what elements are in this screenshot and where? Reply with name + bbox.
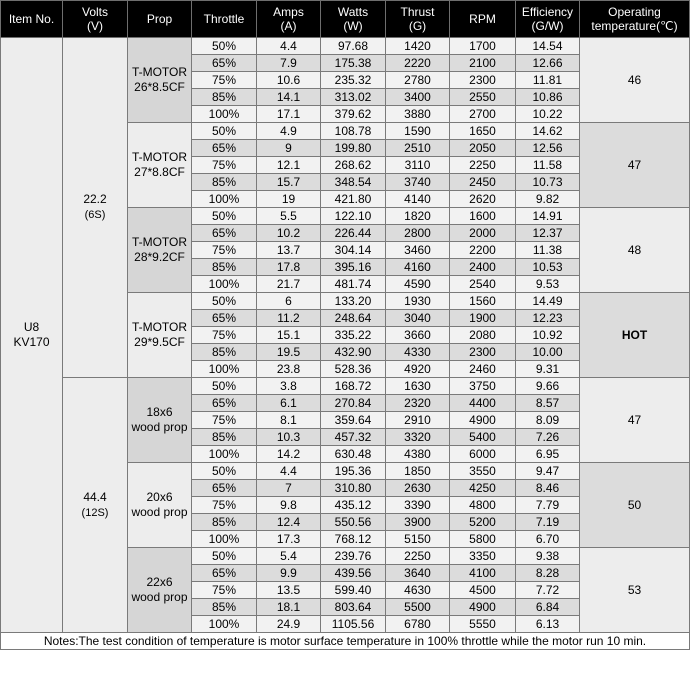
prop-size: 27*8.8CF — [134, 165, 185, 179]
throttle-cell: 85% — [192, 514, 257, 531]
efficiency-cell: 6.84 — [516, 599, 580, 616]
amps-cell: 12.1 — [257, 157, 321, 174]
thrust-cell: 4330 — [386, 344, 450, 361]
prop-cell — [128, 378, 192, 463]
header-thrust: Thrust (G) — [386, 1, 450, 38]
rpm-cell: 5550 — [450, 616, 516, 633]
amps-cell: 17.1 — [257, 106, 321, 123]
efficiency-cell: 9.53 — [516, 276, 580, 293]
throttle-cell: 100% — [192, 446, 257, 463]
rpm-cell: 2100 — [450, 55, 516, 72]
rpm-cell: 5800 — [450, 531, 516, 548]
efficiency-cell: 7.26 — [516, 429, 580, 446]
operating-temperature-cell: 48 — [580, 208, 690, 293]
efficiency-cell: 11.81 — [516, 72, 580, 89]
efficiency-cell: 12.37 — [516, 225, 580, 242]
throttle-cell: 85% — [192, 429, 257, 446]
watts-cell: 528.36 — [321, 361, 386, 378]
watts-cell: 304.14 — [321, 242, 386, 259]
watts-cell: 435.12 — [321, 497, 386, 514]
amps-cell: 24.9 — [257, 616, 321, 633]
watts-cell: 270.84 — [321, 395, 386, 412]
throttle-cell: 85% — [192, 89, 257, 106]
throttle-cell: 100% — [192, 191, 257, 208]
thrust-cell: 3320 — [386, 429, 450, 446]
thrust-cell: 3660 — [386, 327, 450, 344]
throttle-cell: 65% — [192, 225, 257, 242]
watts-cell: 335.22 — [321, 327, 386, 344]
efficiency-cell: 14.91 — [516, 208, 580, 225]
thrust-cell: 3740 — [386, 174, 450, 191]
header-volts: Volts (V) — [63, 1, 128, 38]
thrust-cell: 1630 — [386, 378, 450, 395]
throttle-cell: 75% — [192, 157, 257, 174]
thrust-cell: 3900 — [386, 514, 450, 531]
amps-cell: 7 — [257, 480, 321, 497]
thrust-cell: 4380 — [386, 446, 450, 463]
prop-cell — [128, 123, 192, 208]
rpm-cell: 2050 — [450, 140, 516, 157]
thrust-cell: 4630 — [386, 582, 450, 599]
watts-cell: 1105.56 — [321, 616, 386, 633]
rpm-cell: 3350 — [450, 548, 516, 565]
amps-cell: 12.4 — [257, 514, 321, 531]
prop-cell — [128, 208, 192, 293]
rpm-cell: 2700 — [450, 106, 516, 123]
rpm-cell: 4900 — [450, 412, 516, 429]
thrust-cell: 4920 — [386, 361, 450, 378]
amps-cell: 14.1 — [257, 89, 321, 106]
operating-temperature-cell: 46 — [580, 38, 690, 123]
throttle-cell: 75% — [192, 242, 257, 259]
item-model: U8 — [23, 320, 40, 334]
rpm-cell: 2460 — [450, 361, 516, 378]
thrust-cell: 3110 — [386, 157, 450, 174]
efficiency-cell: 8.57 — [516, 395, 580, 412]
efficiency-cell: 8.28 — [516, 565, 580, 582]
watts-cell: 768.12 — [321, 531, 386, 548]
watts-cell: 199.80 — [321, 140, 386, 157]
efficiency-cell: 10.92 — [516, 327, 580, 344]
rpm-cell: 6000 — [450, 446, 516, 463]
rpm-cell: 2250 — [450, 157, 516, 174]
rpm-cell: 3550 — [450, 463, 516, 480]
prop-brand: T-MOTOR — [131, 320, 188, 334]
prop-size: wood prop — [131, 505, 188, 519]
thrust-cell: 2510 — [386, 140, 450, 157]
throttle-cell: 100% — [192, 616, 257, 633]
amps-cell: 15.7 — [257, 174, 321, 191]
watts-cell: 432.90 — [321, 344, 386, 361]
efficiency-cell: 9.82 — [516, 191, 580, 208]
amps-cell: 14.2 — [257, 446, 321, 463]
efficiency-cell: 11.58 — [516, 157, 580, 174]
watts-cell: 630.48 — [321, 446, 386, 463]
prop-size: wood prop — [131, 420, 188, 434]
efficiency-cell: 12.23 — [516, 310, 580, 327]
efficiency-cell: 11.38 — [516, 242, 580, 259]
watts-cell: 421.80 — [321, 191, 386, 208]
watts-cell: 313.02 — [321, 89, 386, 106]
prop-brand: 20x6 — [146, 490, 173, 504]
rpm-cell: 5400 — [450, 429, 516, 446]
efficiency-cell: 6.13 — [516, 616, 580, 633]
watts-cell: 359.64 — [321, 412, 386, 429]
prop-size: 26*8.5CF — [134, 80, 185, 94]
rpm-cell: 2450 — [450, 174, 516, 191]
item-kv: KV170 — [13, 335, 50, 349]
efficiency-cell: 7.79 — [516, 497, 580, 514]
efficiency-cell: 10.22 — [516, 106, 580, 123]
prop-brand: T-MOTOR — [131, 150, 188, 164]
header-item-no: Item No. — [1, 1, 63, 38]
thrust-cell: 5150 — [386, 531, 450, 548]
cell-count: (6S) — [84, 209, 106, 221]
thrust-cell: 3400 — [386, 89, 450, 106]
prop-cell — [128, 463, 192, 548]
amps-cell: 5.4 — [257, 548, 321, 565]
throttle-cell: 65% — [192, 140, 257, 157]
header-operating-temperature: Operating temperature(℃) — [580, 1, 690, 38]
amps-cell: 19.5 — [257, 344, 321, 361]
thrust-cell: 3460 — [386, 242, 450, 259]
thrust-cell: 2800 — [386, 225, 450, 242]
rpm-cell: 3750 — [450, 378, 516, 395]
rpm-cell: 2540 — [450, 276, 516, 293]
rpm-cell: 4100 — [450, 565, 516, 582]
watts-cell: 175.38 — [321, 55, 386, 72]
thrust-cell: 3390 — [386, 497, 450, 514]
operating-temperature-cell: 50 — [580, 463, 690, 548]
efficiency-cell: 9.31 — [516, 361, 580, 378]
amps-cell: 17.8 — [257, 259, 321, 276]
table-row — [1, 378, 690, 395]
header-watts: Watts (W) — [321, 1, 386, 38]
watts-cell: 195.36 — [321, 463, 386, 480]
amps-cell: 19 — [257, 191, 321, 208]
rpm-cell: 1700 — [450, 38, 516, 55]
amps-cell: 7.9 — [257, 55, 321, 72]
throttle-cell: 50% — [192, 463, 257, 480]
rpm-cell: 2200 — [450, 242, 516, 259]
efficiency-cell: 10.73 — [516, 174, 580, 191]
thrust-cell: 5500 — [386, 599, 450, 616]
thrust-cell: 2780 — [386, 72, 450, 89]
watts-cell: 481.74 — [321, 276, 386, 293]
efficiency-cell: 9.47 — [516, 463, 580, 480]
rpm-cell: 2300 — [450, 72, 516, 89]
thrust-cell: 2630 — [386, 480, 450, 497]
amps-cell: 13.5 — [257, 582, 321, 599]
thrust-cell: 4590 — [386, 276, 450, 293]
throttle-cell: 100% — [192, 276, 257, 293]
throttle-cell: 50% — [192, 293, 257, 310]
rpm-cell: 1650 — [450, 123, 516, 140]
header-amps: Amps (A) — [257, 1, 321, 38]
throttle-cell: 100% — [192, 531, 257, 548]
header-row — [1, 1, 690, 38]
amps-cell: 6.1 — [257, 395, 321, 412]
amps-cell: 4.9 — [257, 123, 321, 140]
thrust-cell: 1850 — [386, 463, 450, 480]
thrust-cell: 3880 — [386, 106, 450, 123]
prop-brand: T-MOTOR — [131, 65, 188, 79]
rpm-cell: 2620 — [450, 191, 516, 208]
amps-cell: 4.4 — [257, 463, 321, 480]
throttle-cell: 85% — [192, 174, 257, 191]
efficiency-cell: 7.72 — [516, 582, 580, 599]
watts-cell: 235.32 — [321, 72, 386, 89]
amps-cell: 17.3 — [257, 531, 321, 548]
prop-size: 29*9.5CF — [134, 335, 185, 349]
rpm-cell: 4500 — [450, 582, 516, 599]
throttle-cell: 75% — [192, 497, 257, 514]
amps-cell: 23.8 — [257, 361, 321, 378]
watts-cell: 133.20 — [321, 293, 386, 310]
watts-cell: 268.62 — [321, 157, 386, 174]
operating-temperature-cell: 53 — [580, 548, 690, 633]
table-body — [1, 38, 690, 633]
header-prop: Prop — [128, 1, 192, 38]
throttle-cell: 50% — [192, 548, 257, 565]
thrust-cell: 4140 — [386, 191, 450, 208]
thrust-cell: 1930 — [386, 293, 450, 310]
throttle-cell: 50% — [192, 38, 257, 55]
amps-cell: 3.8 — [257, 378, 321, 395]
operating-temperature-cell: 47 — [580, 123, 690, 208]
amps-cell: 9.8 — [257, 497, 321, 514]
thrust-cell: 1590 — [386, 123, 450, 140]
throttle-cell: 75% — [192, 72, 257, 89]
watts-cell: 803.64 — [321, 599, 386, 616]
amps-cell: 21.7 — [257, 276, 321, 293]
throttle-cell: 65% — [192, 55, 257, 72]
watts-cell: 439.56 — [321, 565, 386, 582]
watts-cell: 122.10 — [321, 208, 386, 225]
rpm-cell: 1900 — [450, 310, 516, 327]
watts-cell: 97.68 — [321, 38, 386, 55]
watts-cell: 379.62 — [321, 106, 386, 123]
amps-cell: 5.5 — [257, 208, 321, 225]
amps-cell: 6 — [257, 293, 321, 310]
cell-count: (12S) — [81, 506, 109, 519]
efficiency-cell: 7.19 — [516, 514, 580, 531]
throttle-cell: 50% — [192, 208, 257, 225]
watts-cell: 168.72 — [321, 378, 386, 395]
throttle-cell: 85% — [192, 259, 257, 276]
throttle-cell: 65% — [192, 310, 257, 327]
efficiency-cell: 12.66 — [516, 55, 580, 72]
volts-value: 22.2 — [83, 192, 107, 206]
notes-text: Notes:The test condition of temperature is motor surface temperature in 100% throttle while the motor run 10 min. — [1, 633, 690, 650]
amps-cell: 9 — [257, 140, 321, 157]
thrust-cell: 2910 — [386, 412, 450, 429]
amps-cell: 15.1 — [257, 327, 321, 344]
rpm-cell: 2400 — [450, 259, 516, 276]
rpm-cell: 2550 — [450, 89, 516, 106]
throttle-cell: 85% — [192, 344, 257, 361]
operating-temperature-cell: 47 — [580, 378, 690, 463]
watts-cell: 599.40 — [321, 582, 386, 599]
prop-cell — [128, 548, 192, 633]
prop-brand: T-MOTOR — [131, 235, 188, 249]
throttle-cell: 65% — [192, 480, 257, 497]
amps-cell: 10.6 — [257, 72, 321, 89]
rpm-cell: 5200 — [450, 514, 516, 531]
efficiency-cell: 6.70 — [516, 531, 580, 548]
thrust-cell: 2250 — [386, 548, 450, 565]
watts-cell: 248.64 — [321, 310, 386, 327]
amps-cell: 8.1 — [257, 412, 321, 429]
rpm-cell: 2300 — [450, 344, 516, 361]
header-throttle: Throttle — [192, 1, 257, 38]
prop-cell — [128, 293, 192, 378]
efficiency-cell: 9.66 — [516, 378, 580, 395]
efficiency-cell: 10.00 — [516, 344, 580, 361]
efficiency-cell: 14.49 — [516, 293, 580, 310]
throttle-cell: 65% — [192, 565, 257, 582]
header-efficiency: Efficiency (G/W) — [516, 1, 580, 38]
prop-brand: 22x6 — [146, 575, 173, 589]
watts-cell: 226.44 — [321, 225, 386, 242]
watts-cell: 239.76 — [321, 548, 386, 565]
prop-brand: 18x6 — [146, 405, 173, 419]
throttle-cell: 50% — [192, 123, 257, 140]
watts-cell: 457.32 — [321, 429, 386, 446]
amps-cell: 10.2 — [257, 225, 321, 242]
amps-cell: 18.1 — [257, 599, 321, 616]
thrust-cell: 4160 — [386, 259, 450, 276]
throttle-cell: 50% — [192, 378, 257, 395]
throttle-cell: 75% — [192, 412, 257, 429]
efficiency-cell: 14.54 — [516, 38, 580, 55]
prop-size: 28*9.2CF — [134, 250, 185, 264]
volts-cell — [63, 38, 128, 378]
efficiency-cell: 6.95 — [516, 446, 580, 463]
thrust-cell: 3040 — [386, 310, 450, 327]
efficiency-cell: 14.62 — [516, 123, 580, 140]
watts-cell: 310.80 — [321, 480, 386, 497]
amps-cell: 4.4 — [257, 38, 321, 55]
throttle-cell: 75% — [192, 582, 257, 599]
rpm-cell: 4800 — [450, 497, 516, 514]
rpm-cell: 2000 — [450, 225, 516, 242]
throttle-cell: 100% — [192, 106, 257, 123]
amps-cell: 10.3 — [257, 429, 321, 446]
throttle-cell: 65% — [192, 395, 257, 412]
table-row — [1, 38, 690, 55]
thrust-cell: 3640 — [386, 565, 450, 582]
rpm-cell: 1600 — [450, 208, 516, 225]
amps-cell: 9.9 — [257, 565, 321, 582]
notes-row — [1, 633, 690, 650]
efficiency-cell: 12.56 — [516, 140, 580, 157]
rpm-cell: 4250 — [450, 480, 516, 497]
rpm-cell: 2080 — [450, 327, 516, 344]
throttle-cell: 75% — [192, 327, 257, 344]
item-number-cell — [1, 38, 63, 633]
prop-size: wood prop — [131, 590, 188, 604]
throttle-cell: 100% — [192, 361, 257, 378]
rpm-cell: 4400 — [450, 395, 516, 412]
thrust-cell: 1420 — [386, 38, 450, 55]
throttle-cell: 85% — [192, 599, 257, 616]
prop-cell — [128, 38, 192, 123]
thrust-cell: 6780 — [386, 616, 450, 633]
watts-cell: 108.78 — [321, 123, 386, 140]
operating-temperature-cell: HOT — [580, 293, 690, 378]
efficiency-cell: 10.86 — [516, 89, 580, 106]
rpm-cell: 4900 — [450, 599, 516, 616]
efficiency-cell: 8.46 — [516, 480, 580, 497]
volts-value: 44.4 — [83, 489, 107, 504]
thrust-cell: 1820 — [386, 208, 450, 225]
amps-cell: 13.7 — [257, 242, 321, 259]
amps-cell: 11.2 — [257, 310, 321, 327]
watts-cell: 395.16 — [321, 259, 386, 276]
thrust-cell: 2220 — [386, 55, 450, 72]
watts-cell: 348.54 — [321, 174, 386, 191]
watts-cell: 550.56 — [321, 514, 386, 531]
header-rpm: RPM — [450, 1, 516, 38]
rpm-cell: 1560 — [450, 293, 516, 310]
volts-cell — [63, 378, 128, 633]
efficiency-cell: 10.53 — [516, 259, 580, 276]
thrust-cell: 2320 — [386, 395, 450, 412]
efficiency-cell: 8.09 — [516, 412, 580, 429]
efficiency-cell: 9.38 — [516, 548, 580, 565]
